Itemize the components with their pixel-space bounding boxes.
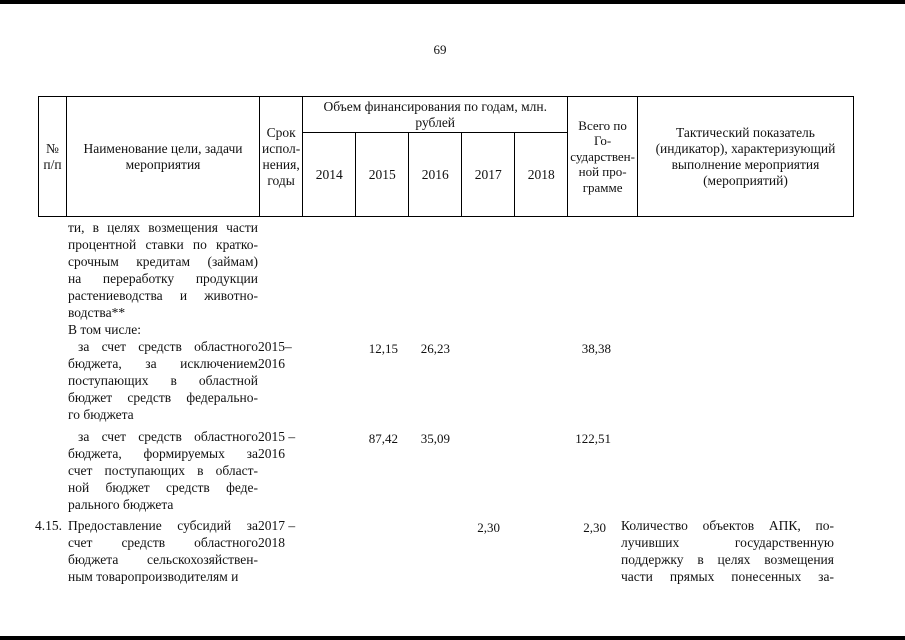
item-4-15-number: 4.15. — [35, 518, 62, 533]
header-year: 2018 — [515, 133, 568, 217]
text-line: лучивших государственную — [621, 535, 834, 550]
item-4-15-total: 2,30 — [583, 520, 606, 535]
table-header — [38, 96, 854, 217]
header-name: Наименование цели, задачи мероприятия — [67, 97, 260, 217]
header-year: 2015 — [356, 133, 409, 217]
text-line: поступающих в областной — [68, 373, 258, 388]
text-line: бюджета, за исключением — [68, 356, 258, 371]
text-line: рального бюджета — [68, 497, 174, 512]
header-year: 2017 — [462, 133, 515, 217]
text-line: ным товаропроизводителям и — [68, 569, 239, 584]
term-line: 2017 – — [258, 518, 296, 533]
text-line: поддержку в целях возмещения — [621, 552, 834, 567]
sub-item-2-text — [68, 428, 258, 513]
text-line: го бюджета — [68, 407, 134, 422]
header-num: № п/п — [39, 97, 67, 217]
sub-item-2-2016: 35,09 — [420, 431, 450, 446]
bottom-border — [0, 636, 905, 640]
text-line: Предоставление субсидий за — [68, 518, 258, 533]
item-4-15-2017: 2,30 — [477, 520, 500, 535]
item-4-15-term — [258, 517, 295, 551]
text-line: счет средств областного — [68, 535, 258, 550]
text-line: бюджета, формируемых за — [68, 446, 258, 461]
text-line: ти, в целях возмещения части — [68, 220, 258, 235]
text-line: на переработку продукции — [68, 271, 258, 286]
header-funding: Объем финансирования по годам, млн. рублей — [303, 97, 568, 133]
text-line: счет поступающих в област- — [68, 463, 258, 478]
text-line: бюджет средств федерально- — [68, 390, 258, 405]
sub-item-2-2015: 87,42 — [368, 431, 398, 446]
top-border — [0, 0, 905, 4]
term-line: 2015 – — [258, 429, 296, 444]
text-line: растениеводства и животно- — [68, 288, 258, 303]
term-line: 2016 — [258, 446, 285, 461]
header-indicator: Тактический показатель (индикатор), характеризующий выполнение мероприятия (мероприятий) — [637, 97, 853, 217]
header-year: 2014 — [303, 133, 356, 217]
header-year: 2016 — [409, 133, 462, 217]
text-line: за счет средств областного — [78, 429, 258, 444]
item-4-15-text — [68, 517, 258, 585]
in-total-label: В том числе: — [68, 322, 141, 337]
item-4-15-indicator — [621, 517, 834, 585]
text-line: водства** — [68, 305, 126, 320]
header-term: Срок испол-нения, годы — [260, 97, 303, 217]
sub-item-2-total: 122,51 — [575, 431, 611, 446]
text-line: Количество объектов АПК, по- — [621, 518, 834, 533]
page-number: 69 — [433, 42, 447, 57]
text-line: процентной ставки по кратко- — [68, 237, 258, 252]
sub-item-1-total: 38,38 — [581, 341, 611, 356]
term-line: 2016 — [258, 356, 285, 371]
sub-item-1-2016: 26,23 — [420, 341, 450, 356]
text-line: бюджета сельскохозяйствен- — [68, 552, 258, 567]
intro-text — [68, 219, 258, 338]
sub-item-1-term — [258, 338, 292, 372]
sub-item-1-2015: 12,15 — [368, 341, 398, 356]
text-line: ной бюджет средств феде- — [68, 480, 258, 495]
term-line: 2018 — [258, 535, 285, 550]
text-line: за счет средств областного — [78, 339, 258, 354]
header-total: Всего по Го-сударствен-ной про-грамме — [568, 97, 638, 217]
text-line: срочным кредитам (займам) — [68, 254, 258, 269]
sub-item-2-term — [258, 428, 295, 462]
term-line: 2015– — [258, 339, 292, 354]
sub-item-1-text — [68, 338, 258, 423]
text-line: части прямых понесенных за- — [621, 569, 834, 584]
